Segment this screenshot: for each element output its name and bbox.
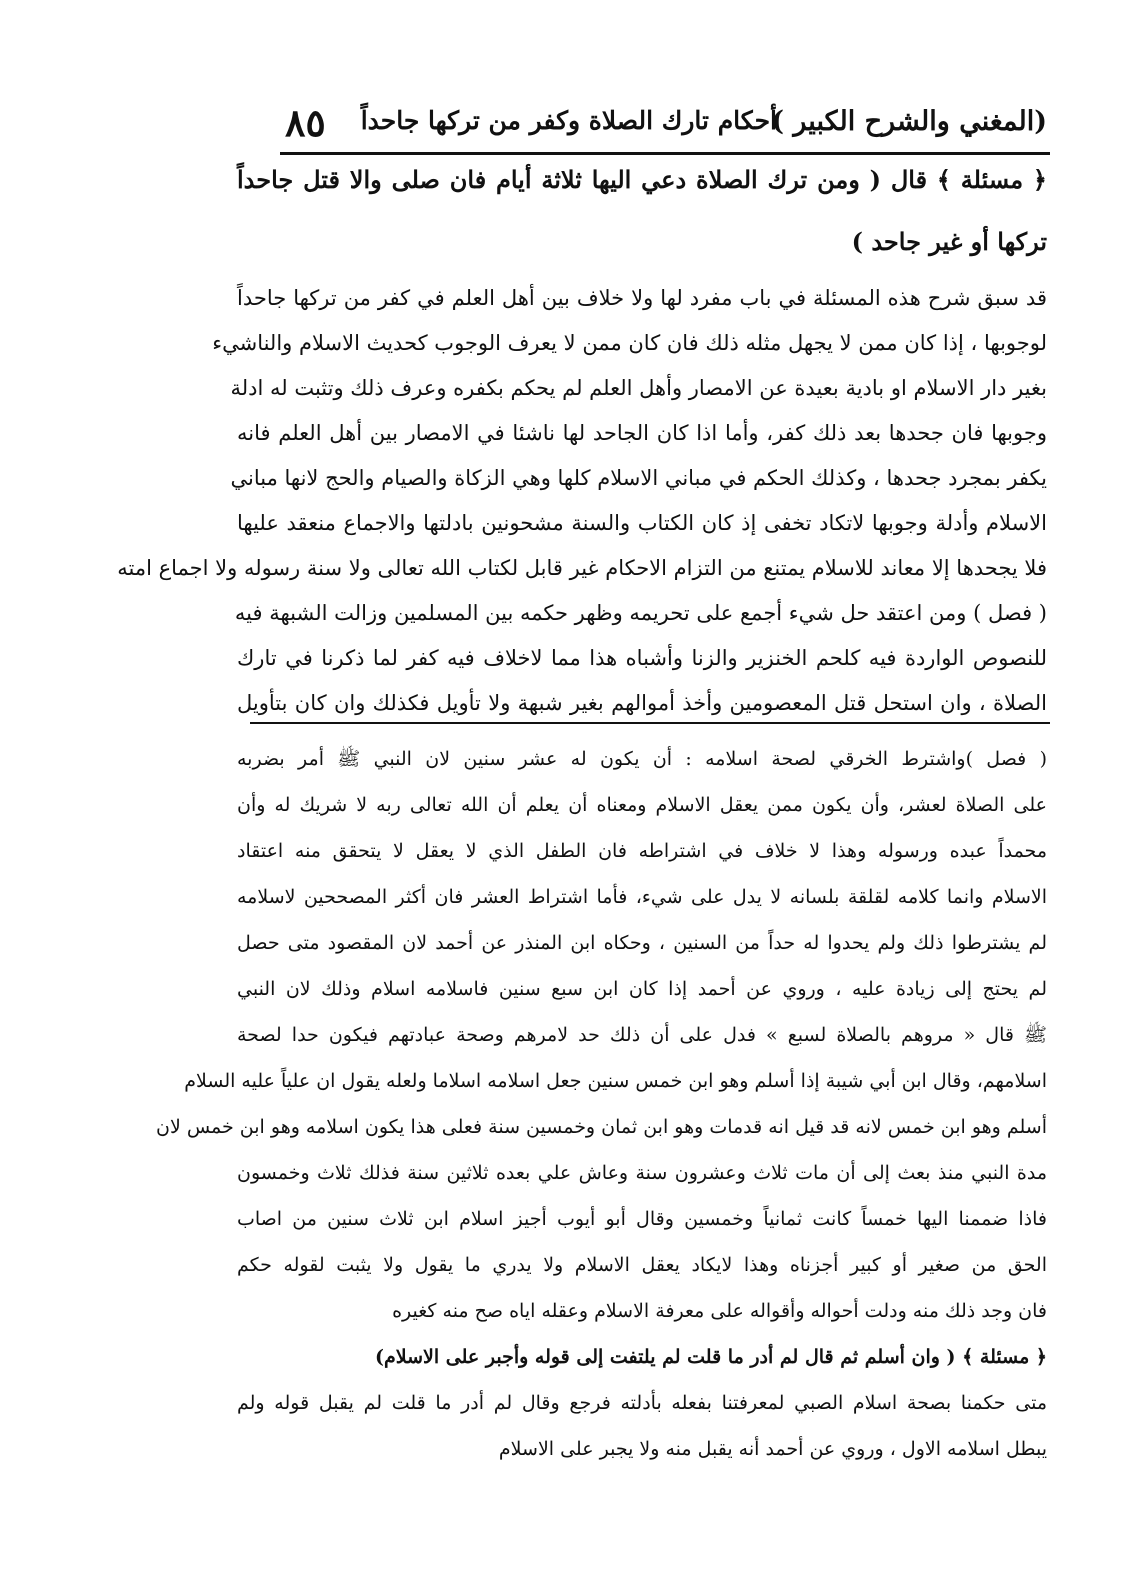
main-text-line: ( فصل ) ومن اعتقد حل شيء أجمع على تحريمه وظهر حكمه بين المسلمين وزالت الشبهة فيه [234, 601, 1047, 625]
lower-text-line: يبطل اسلامه الاول ، وروي عن أحمد أنه يقبل منه ولا يجبر على الاسلام [498, 1438, 1047, 1460]
lower-text-line: ( فصل )واشترط الخرقي لصحة اسلامه : أن يكون له عشر سنين لان النبي ﷺ أمر بضربه [237, 748, 1047, 770]
lower-text-line: على الصلاة لعشر، وأن يكون ممن يعقل الاسلام ومعناه أن يعلم أن الله تعالى ربه لا شريك له وأن [237, 794, 1047, 816]
lower-text-line: فاذا ضممنا اليها خمساً كانت ثمانياً وخمسين وقال أبو أيوب أجيز اسلام ابن ثلاث سنين من اصاب [237, 1208, 1047, 1230]
lower-text-line: أسلم وهو ابن خمس لانه قد قيل انه قدمات وهو ابن ثمان وخمسين سنة فعلى هذا يكون اسلامه وهو ابن خمس لان [155, 1116, 1047, 1138]
lower-text-line: ﷺ قال « مروهم بالصلاة لسبع » فدل على أن ذلك حد لامرهم وصحة عبادتهم فيكون حدا لصحة [237, 1024, 1047, 1046]
lower-text-line: الاسلام وانما كلامه لقلقة بلسانه لا يدل على شيء، فأما اشتراط العشر فان أكثر المصححين لاسلامه [237, 886, 1047, 908]
issue-heading-line: تركها أو غير جاحد ) [851, 227, 1047, 256]
main-text-line: بغير دار الاسلام او بادية بعيدة عن الامصار وأهل العلم لم يحكم بكفره وعرف ذلك وتثبت له ادلة [230, 376, 1047, 400]
main-text-line: قد سبق شرح هذه المسئلة في باب مفرد لها ولا خلاف بين أهل العلم في كفر من تركها جاحداً [237, 286, 1047, 310]
header-rule [280, 152, 1050, 155]
lower-text-line: اسلامهم، وقال ابن أبي شيبة إذا أسلم وهو ابن خمس سنين جعل اسلامه اسلاما ولعله يقول ان علياً عليه السلام [184, 1070, 1047, 1092]
chapter-title: أحكام تارك الصلاة وكفر من تركها جاحداً [360, 106, 777, 135]
lower-text-line: فان وجد ذلك منه ودلت أحواله وأقواله على معرفة الاسلام وعقله اياه صح منه كغيره [392, 1300, 1047, 1322]
lower-text-line: مدة النبي منذ بعث إلى أن مات ثلاث وعشرون سنة وعاش علي بعده ثلاثين سنة فذلك ثلاث وخمسون [237, 1162, 1047, 1184]
main-text-line: فلا يجحدها إلا معاند للاسلام يمتنع من التزام الاحكام غير قابل لكتاب الله تعالى ولا سنة رسوله ولا اجماع امته [117, 556, 1047, 580]
lower-text-line: لم يحتج إلى زيادة عليه ، وروي عن أحمد إذا كان ابن سبع سنين فاسلامه اسلام وذلك لان النبي [237, 978, 1047, 1000]
page-number: ٨٥ [285, 100, 326, 145]
main-text-line: وجوبها فان جحدها بعد ذلك كفر، وأما اذا كان الجاحد لها ناشئا في الامصار بين أهل العلم فانه [237, 421, 1047, 445]
lower-text-line: متى حكمنا بصحة اسلام الصبي لمعرفتنا بفعله بأدلته فرجع وقال لم أدر ما قلت لم يقبل قوله ولم [237, 1392, 1047, 1414]
main-text-line: الاسلام وأدلة وجوبها لاتكاد تخفى إذ كان الكتاب والسنة مشحونين بادلتها والاجماع منعقد عليها [237, 511, 1047, 535]
main-text-line: يكفر بمجرد جحدها ، وكذلك الحكم في مباني الاسلام كلها وهي الزكاة والصيام والحج لانها مباني [230, 466, 1047, 490]
book-title: (المغني والشرح الكبير ) [771, 106, 1047, 137]
issue-heading-line: ﴿ مسئلة ﴾ ( وان أسلم ثم قال لم أدر ما قلت لم يلتفت إلى قوله وأجبر على الاسلام) [375, 1346, 1047, 1368]
lower-text-line: الحق من صغير أو كبير أجزناه وهذا لايكاد يعقل الاسلام ولا يدري ما يقول ولا يثبت لقوله حكم [237, 1254, 1047, 1276]
lower-text-line: محمداً عبده ورسوله وهذا لا خلاف في اشتراطه فان الطفل الذي لا يعقل لا يتحقق منه اعتقاد [237, 840, 1047, 862]
main-text-line: لوجوبها ، إذا كان ممن لا يجهل مثله ذلك فان كان ممن لا يعرف الوجوب كحديث الاسلام والناشيء [212, 331, 1047, 355]
section-divider [250, 722, 1050, 724]
main-text-line: الصلاة ، وان استحل قتل المعصومين وأخذ أموالهم بغير شبهة ولا تأويل فكذلك وان كان بتأويل [237, 691, 1047, 715]
issue-heading-line: ﴿ مسئلة ﴾ قال ( ومن ترك الصلاة دعي اليها ثلاثة أيام فان صلى والا قتل جاحداً [237, 165, 1047, 194]
main-text-line: للنصوص الواردة فيه كلحم الخنزير والزنا وأشباه هذا مما لاخلاف فيه كفر لما ذكرنا في تارك [237, 646, 1047, 670]
running-header [285, 100, 1047, 150]
lower-text-line: لم يشترطوا ذلك ولم يحدوا له حداً من السنين ، وحكاه ابن المنذر عن أحمد لان المقصود متى حصل [237, 932, 1047, 954]
